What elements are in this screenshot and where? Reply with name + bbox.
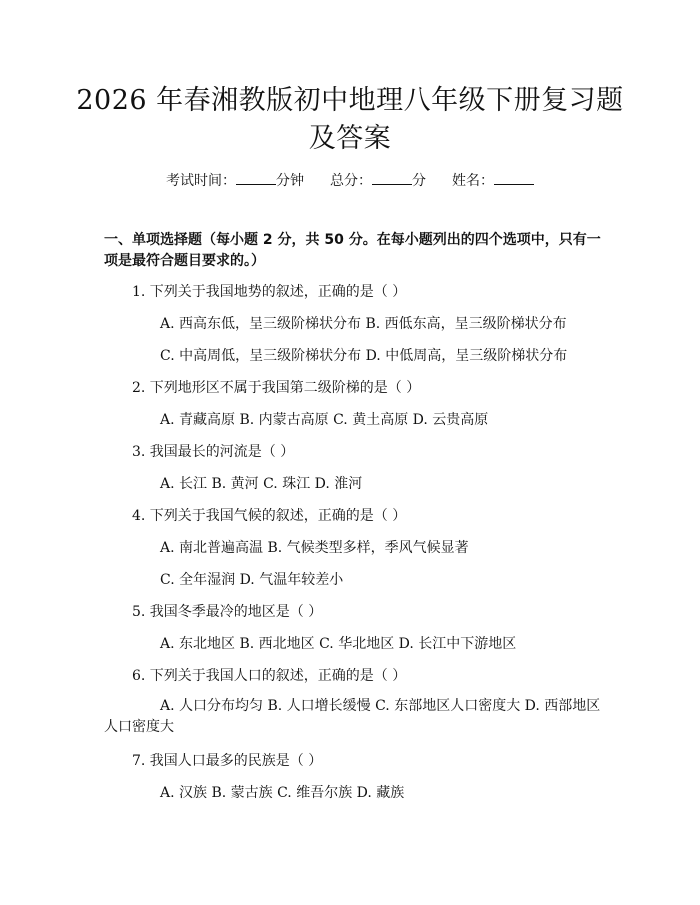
question-5-stem: 5. 我国冬季最冷的地区是（ ）	[132, 604, 323, 620]
time-unit: 分钟	[276, 173, 304, 189]
question-3-stem: 3. 我国最长的河流是（ ）	[132, 444, 295, 460]
question-2-options: A. 青藏高原 B. 内蒙古高原 C. 黄土高原 D. 云贵高原	[160, 412, 489, 428]
question-1-options-row1: A. 西高东低，呈三级阶梯状分布 B. 西低东高，呈三级阶梯状分布	[160, 316, 567, 332]
page-title-line1: 2026 年春湘教版初中地理八年级下册复习题	[76, 85, 624, 116]
score-blank[interactable]	[372, 170, 412, 185]
exam-meta-line	[0, 170, 700, 191]
question-2-stem: 2. 下列地形区不属于我国第二级阶梯的是（ ）	[132, 380, 421, 396]
question-3-options: A. 长江 B. 黄河 C. 珠江 D. 淮河	[160, 476, 363, 492]
question-4-options-row1: A. 南北普遍高温 B. 气候类型多样，季风气候显著	[160, 540, 469, 556]
question-4-options-row2: C. 全年湿润 D. 气温年较差小	[160, 572, 344, 588]
question-4-stem: 4. 下列关于我国气候的叙述，正确的是（ ）	[132, 508, 407, 524]
question-7-stem: 7. 我国人口最多的民族是（ ）	[132, 753, 323, 769]
question-6-stem: 6. 下列关于我国人口的叙述，正确的是（ ）	[132, 668, 407, 684]
name-label: 姓名：	[452, 173, 494, 189]
page-title-line2: 及答案	[308, 123, 392, 154]
question-5-options: A. 东北地区 B. 西北地区 C. 华北地区 D. 长江中下游地区	[160, 636, 517, 652]
time-blank[interactable]	[236, 170, 276, 185]
question-7-options: A. 汉族 B. 蒙古族 C. 维吾尔族 D. 藏族	[160, 785, 405, 801]
score-unit: 分	[412, 173, 426, 189]
question-1-stem: 1. 下列关于我国地势的叙述，正确的是（ ）	[132, 284, 407, 300]
question-1-options-row2: C. 中高周低，呈三级阶梯状分布 D. 中低周高，呈三级阶梯状分布	[160, 348, 568, 364]
section-heading: 一、单项选择题（每小题 2 分，共 50 分。在每小题列出的四个选项中，只有一项是最符合题目要求的。）	[104, 232, 601, 269]
name-blank[interactable]	[494, 170, 534, 185]
score-label: 总分：	[330, 173, 372, 189]
question-6-options: A. 人口分布均匀 B. 人口增长缓慢 C. 东部地区人口密度大 D. 西部地区人口密度大	[104, 698, 601, 735]
time-label: 考试时间：	[166, 173, 236, 189]
